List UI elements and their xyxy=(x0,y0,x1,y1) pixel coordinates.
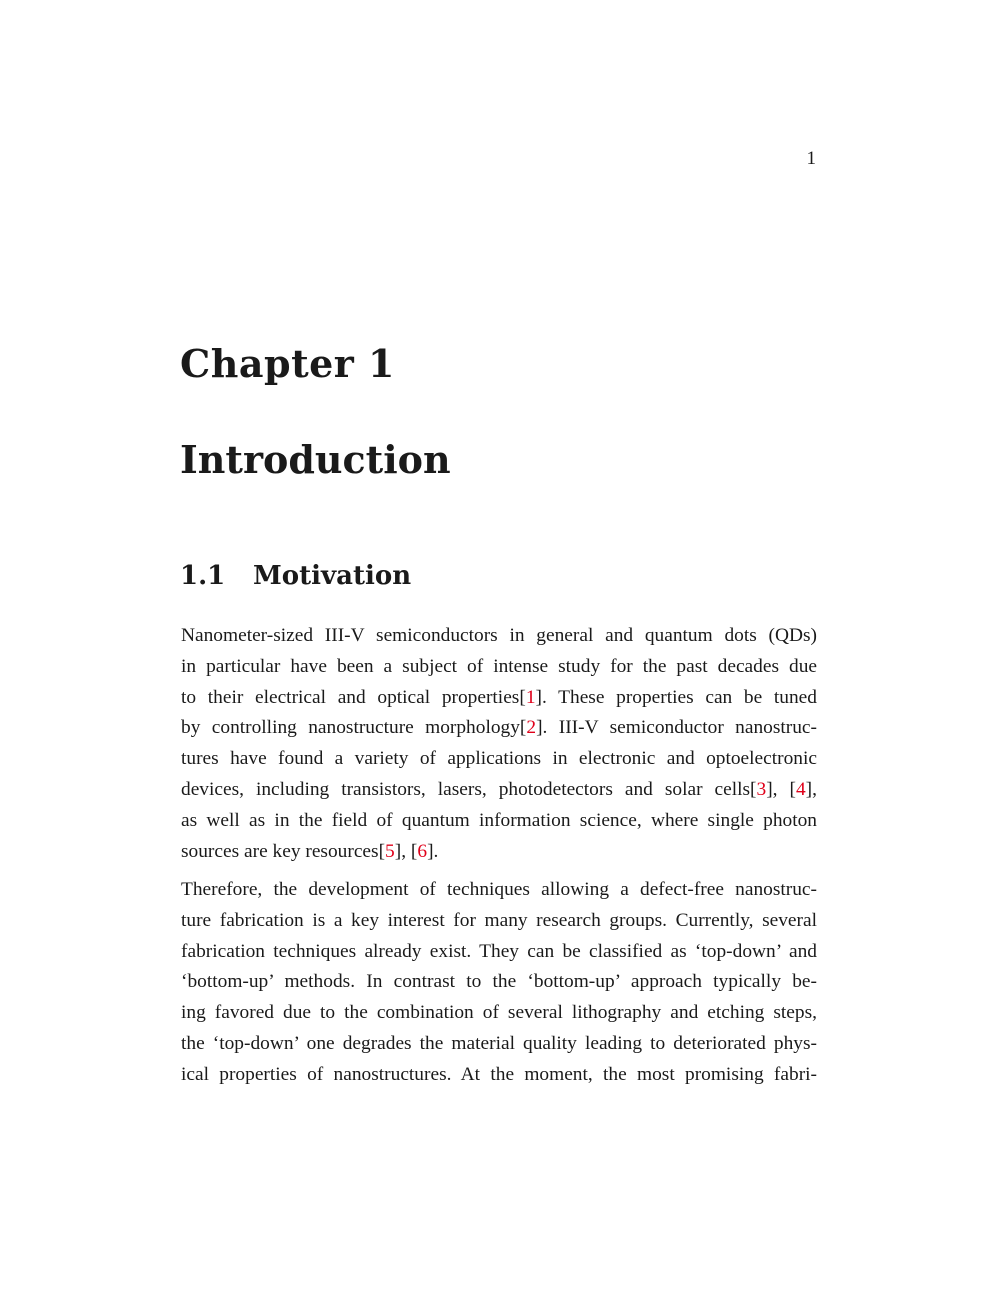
text-line xyxy=(181,806,817,837)
section-heading xyxy=(180,558,411,594)
text-segment: the ‘top-down’ one degrades the material quality leading to deteriorated phys- xyxy=(181,1032,817,1054)
text-line xyxy=(181,744,817,775)
text-line xyxy=(181,652,817,683)
text-segment: Therefore, the development of techniques allowing a defect-free nanostruc- xyxy=(181,879,817,900)
text-line xyxy=(181,1060,817,1091)
text-segment: as well as in the field of quantum information science, where single photon xyxy=(181,809,817,831)
section-number: 1.1 xyxy=(180,561,226,591)
text-segment: ], [ xyxy=(394,840,418,862)
paragraph xyxy=(181,875,817,1091)
text-segment: ical properties of nanostructures. At the moment, the most promising fabri- xyxy=(181,1063,817,1085)
citation-link[interactable]: 4 xyxy=(795,778,806,800)
chapter-title: Introduction xyxy=(180,437,451,482)
text-line xyxy=(181,621,817,652)
text-segment: ing favored due to the combination of several lithography and etching steps, xyxy=(181,1002,817,1024)
text-segment: ]. These properties can be tuned xyxy=(535,686,817,708)
text-segment: sources are key resources[ xyxy=(181,840,386,862)
citation-link[interactable]: 2 xyxy=(526,717,537,739)
text-segment: in particular have been a subject of intense study for the past decades due xyxy=(181,655,817,677)
text-segment: ], [ xyxy=(766,778,796,800)
text-line xyxy=(181,775,817,806)
text-line xyxy=(181,1029,817,1060)
text-segment: ture fabrication is a key interest for many research groups. Currently, several xyxy=(181,909,817,931)
text-line xyxy=(181,967,817,998)
body-paragraph-1 xyxy=(181,621,817,867)
text-line xyxy=(181,683,817,714)
text-segment: to their electrical and optical properties[ xyxy=(181,686,526,708)
citation-link[interactable]: 1 xyxy=(525,686,536,708)
text-line xyxy=(181,906,817,937)
text-line xyxy=(181,998,817,1029)
text-segment: ]. III-V semiconductor nanostruc- xyxy=(536,717,817,739)
text-segment: ‘bottom-up’ methods. In contrast to the ‘bottom-up’ approach typically be- xyxy=(181,971,817,993)
text-line xyxy=(181,937,817,968)
page-number: 1 xyxy=(806,148,816,169)
paragraph xyxy=(181,621,817,867)
citation-link[interactable]: 5 xyxy=(385,840,395,862)
text-segment: tures have found a variety of applications in electronic and optoelectronic xyxy=(181,748,817,770)
text-line xyxy=(181,713,817,744)
text-segment: ], xyxy=(805,778,817,800)
text-segment: Nanometer-sized III-V semiconductors in general and quantum dots (QDs) xyxy=(181,625,817,646)
text-segment: ]. xyxy=(427,840,439,862)
text-segment: fabrication techniques already exist. They can be classified as ‘top-down’ and xyxy=(181,940,817,962)
text-line xyxy=(181,837,817,868)
citation-link[interactable]: 6 xyxy=(417,840,428,862)
body-paragraph-2 xyxy=(181,875,817,1091)
text-segment: by controlling nanostructure morphology[ xyxy=(181,717,527,739)
citation-link[interactable]: 3 xyxy=(756,778,767,800)
chapter-label: Chapter 1 xyxy=(180,341,395,386)
text-segment: devices, including transistors, lasers, photodetectors and solar cells[ xyxy=(181,778,757,800)
section-title: Motivation xyxy=(253,561,412,591)
text-line xyxy=(181,875,817,906)
